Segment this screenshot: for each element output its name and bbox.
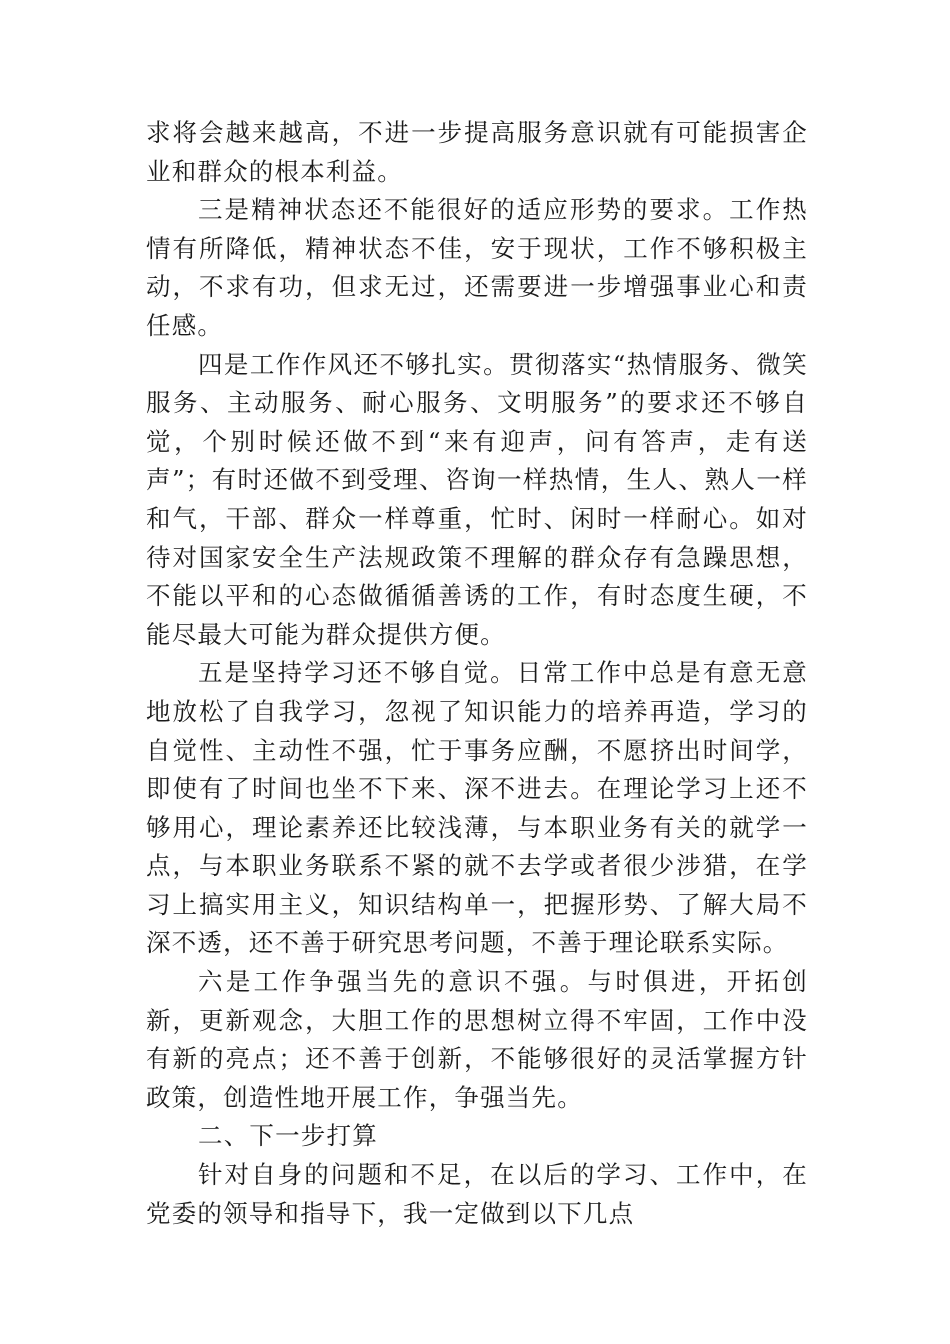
paragraph-innovation: 六是工作争强当先的意识不强。与时俱进，开拓创新，更新观念，大胆工作的思想树立得不牢固，工作中没有新的亮点；还不善于创新，不能够很好的灵活掌握方针政策，创造性地开展工作，争强当先。 — [146, 967, 808, 1112]
paragraph-mental-state: 三是精神状态还不能很好的适应形势的要求。工作热情有所降低，精神状态不佳，安于现状，工作不够积极主动，不求有功，但求无过，还需要进一步增强事业心和责任感。 — [146, 195, 808, 340]
paragraph-work-style: 四是工作作风还不够扎实。贯彻落实“热情服务、微笑服务、主动服务、耐心服务、文明服务”的要求还不够自觉，个别时候还做不到“来有迎声，问有答声，走有送声”；有时还做不到受理、咨询一样热情，生人、熟人一样和气，干部、群众一样尊重，忙时、闲时一样耐心。如对待对国家安全生产法规政策不理解的群众存有急躁思想，不能以平和的心态做循循善诱的工作，有时态度生硬，不能尽最大可能为群众提供方便。 — [146, 349, 808, 649]
section-heading-next-plan: 二、下一步打算 — [198, 1121, 378, 1151]
paragraph-service-awareness: 求将会越来越高，不进一步提高服务意识就有可能损害企业和群众的根本利益。 — [146, 118, 808, 186]
paragraph-plan-intro: 针对自身的问题和不足，在以后的学习、工作中，在党委的领导和指导下，我一定做到以下几点 — [146, 1160, 808, 1228]
document-page — [146, 114, 808, 1233]
paragraph-study: 五是坚持学习还不够自觉。日常工作中总是有意无意地放松了自我学习，忽视了知识能力的培养再造，学习的自觉性、主动性不强，忙于事务应酬，不愿挤出时间学，即使有了时间也坐不下来、深不进去。在理论学习上还不够用心，理论素养还比较浅薄，与本职业务有关的就学一点，与本职业务联系不紧的就不去学或者很少涉猎，在学习上搞实用主义，知识结构单一，把握形势、了解大局不深不透，还不善于研究思考问题，不善于理论联系实际。 — [146, 658, 808, 958]
